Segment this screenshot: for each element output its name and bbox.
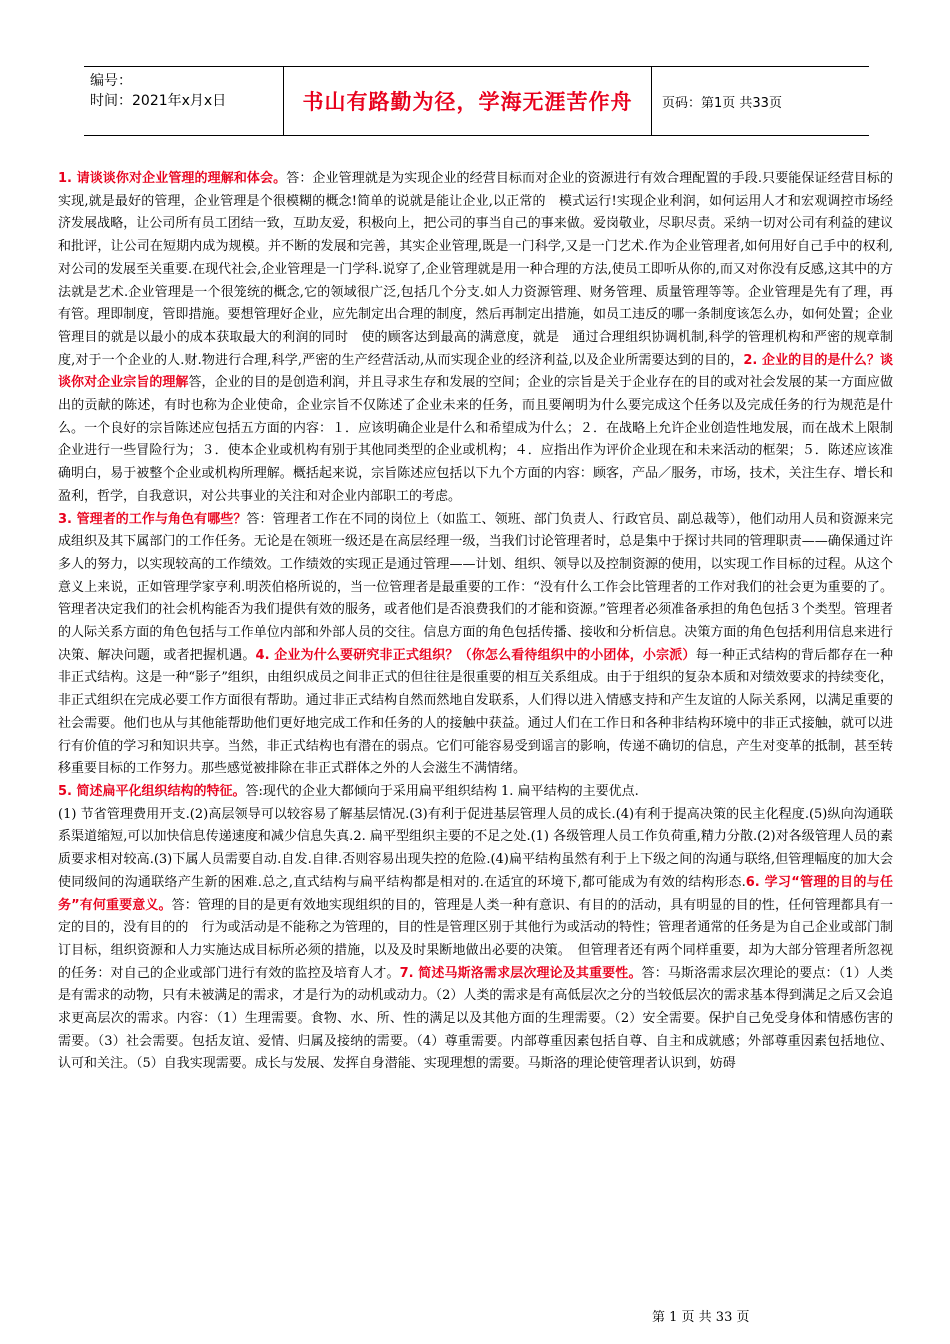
answer-5-intro: 答:现代的企业大都倾向于采用扁平组织结构 1. 扁平结构的主要优点. [245,783,639,799]
document-body [58,168,893,1076]
answer-6: 答：管理的目的是更有效地实现组织的目的，管理是人类一种有意识、有目的的活动，具有明显的目的性，任何管理都具有一定的目的，没有目的的 行为或活动是不能称之为管理的，目的性是管理区别于其他行为或活动的特性；管理者通常的任务是为自己企业或部门制订目标，组织资源和人力实施达成目标所必须的措施，以及及时果断地做出必要的决策。 但管理者还有两个同样重要，却为大部分管理者所忽视的任务：对自己的企业或部门进行有效的监控及培育人才。 [58,897,893,981]
paragraph-1 [58,168,893,509]
number-label: 编号： [90,73,132,89]
header-motto: 书山有路勤为径，学海无涯苦作舟 [284,67,652,135]
answer-5-detail: (1) 节省管理费用开支.(2)高层领导可以较容易了解基层情况.(3)有利于促进基层管理人员的成长.(4)有利于提高决策的民主化程度.(5)纵向沟通联系渠道缩短,可以加快信息传递速度和减少信息失真.2. 扁平型组织主要的不足之处.(1) 各级管理人员工作负荷重,精力分散.(2)对各级管理人员的素质要求相对较高.(3)下属人员需要自动.自发.自律.否则容易出现失控的危险.(4)扁平结构虽然有利于上下级之间的沟通与联络,但管理幅度的加大会使同级间的沟通联络产生新的困难.总之,直式结构与扁平结构都是相对的.在适宜的环境下,都可能成为有效的结构形态. [58,806,893,890]
answer-2: 答，企业的目的是创造利润，并且寻求生存和发展的空间；企业的宗旨是关于企业存在的目的或对社会发展的某一方面应做出的贡献的陈述，有时也称为企业使命，企业宗旨不仅陈述了企业未来的任务，而且要阐明为什么要完成这个任务以及完成任务的行为规范是什么。一个良好的宗旨陈述应包括五方面的内容：１．应该明确企业是什么和希望成为什么；２．在战略上允许企业创造性地发展，而在战术上限制企业进行一些冒险行为；３．使本企业或机构有别于其他同类型的企业或机构；４．应指出作为评价企业现在和未来活动的框架；５．陈述应该准确明白，易于被整个企业或机构所理解。概括起来说，宗旨陈述应包括以下九个方面的内容：顾客，产品／服务，市场，技术，关注生存、增长和盈利，哲学，自我意识，对公共事业的关注和对企业内部职工的考虑。 [58,375,893,504]
header-meta-cell [84,67,284,135]
question-1: 1. 请谈谈你对企业管理的理解和体会。 [58,171,287,186]
question-5: 5. 简述扁平化组织结构的特征。 [58,783,246,799]
time-label: 时间：2021年x月x日 [90,93,227,109]
document-header-table [84,66,869,136]
question-2: 2. 企业的目的是什么？谈谈你对企业宗旨的理解 [58,352,893,391]
question-3: 3. 管理者的工作与角色有哪些？ [58,511,247,527]
answer-4: 每一种正式结构的背后都存在一种非正式结构。这是一种“影子”组织，由组织成员之间非正式的但往往是很重要的相互关系组成。由于于组织的复杂本质和对绩效要求的持续变化，非正式组织在完成必要工作方面很有帮助。通过非正式结构自然而然地自发联系，人们得以进入情感支持和产生友谊的人际关系网，以满足重要的社会需要。他们也从与其他能帮助他们更好地完成工作和任务的人的接触中获益。通过人们在工作日和各种非结构环境中的非正式接触，就可以进行有价值的学习和知识共享。当然，非正式结构也有潜在的弱点。它们可能容易受到谣言的影响，传递不确切的信息，产生对变革的抵制，甚至转移重要目标的工作努力。那些感觉被排除在非正式群体之外的人会滋生不满情绪。 [58,647,893,777]
question-7: 7. 简述马斯洛需求层次理论及其重要性。 [399,965,642,981]
answer-7: 答：马斯洛需求层次理论的要点：（1）人类是有需求的动物，只有未被满足的需求，才是行为的动机或动力。（2）人类的需求是有高低层次之分的当较低层次的需求基本得到满足之后又会追求更高层次的需求。内容：（1）生理需要。食物、水、所、性的满足以及其他方面的生理需要。（2）安全需要。保护自己免受身体和情感伤害的需要。（3）社会需要。包括友谊、爱情、归属及接纳的需要。（4）尊重需要。内部尊重因素包括自尊、自主和成就感；外部尊重因素包括地位、认可和关注。（5）自我实现需要。成长与发展、发挥自身潜能、实现理想的需要。马斯洛的理论使管理者认识到，妨碍 [58,965,893,1072]
question-6: 6. 学习“管理的目的与任务”有何重要意义。 [58,874,893,913]
answer-3: 答：管理者工作在不同的岗位上（如监工、领班、部门负责人、行政官员、副总裁等），他们动用人员和资源来完成组织及其下属部门的工作任务。无论是在领班一级还是在高层经理一级，当我们讨论管理者时，总是集中于探讨共同的管理职责——确保通过许多人的努力，以实现较高的工作绩效。工作绩效的实现正是通过管理——计划、组织、领导以及控制资源的使用，以实现工作目标的过程。从这个意义上来说，正如管理学家亨利.明茨伯格所说的，当一位管理者是最重要的工作：“没有什么工作会比管理者的工作对我们的社会更为重要的了。管理者决定我们的社会机构能否为我们提供有效的服务，或者他们是否浪费我们的才能和资源。”管理者必须准备承担的角色包括３个类型。管理者的人际关系方面的角色包括与工作单位内部和外部人员的交往。信息方面的角色包括传播、接收和分析信息。决策方面的角色包括利用信息来进行决策、解决问题，或者把握机遇。 [58,511,893,663]
paragraph-3 [58,781,893,804]
paragraph-2 [58,509,893,781]
question-4: 4. 企业为什么要研究非正式组织？（你怎么看待组织中的小团体，小宗派） [255,647,696,663]
answer-1: 答：企业管理就是为实现企业的经营目标而对企业的资源进行有效合理配置的手段.只要能保证经营目标的实现,就是最好的管理，企业管理是个很模糊的概念!简单的说就是能让企业,以正常的 模式运行!实现企业利润，如何运用人才和宏观调控市场经济发展战略，让公司所有员工团结一致，互助友爱，积极向上，把公司的事当自己的事来做。爱岗敬业，尽职尽责。采纳一切对公司有利益的建议和批评，让公司在短期内成为规模。并不断的发展和完善，其实企业管理,既是一门科学,又是一门艺术.作为企业管理者,如何用好自己手中的权利,对公司的发展至关重要.在现代社会,企业管理是一门学科.说穿了,企业管理就是用一种合理的方法,使员工即听从你的,而又对你没有反感,这其中的方法就是艺术.企业管理是一个很笼统的概念,它的领域很广泛,包括几个分支.如人力资源管理、财务管理、质量管理等等。企业管理是先有了理，再有管。理即制度，管即措施。要想管理好企业，应先制定出合理的制度，然后再制定出措施，如员工违反的哪一条制度该怎么办，如何处置；企业管理目的就是以最小的成本获取最大的利润的同时 使的顾客达到最高的满意度，就是 通过合理组织协调机制,科学的管理机构和严密的规章制度,对于一个企业的人.财.物进行合理,科学,严密的生产经营活动,从而实现企业的经济利益,以及企业所需要达到的目的， [58,171,893,368]
header-page-label: 页码：第1页 共33页 [662,95,782,111]
page-footer: 第 1 页 共 33 页 [652,1310,750,1325]
paragraph-4 [58,804,893,1076]
